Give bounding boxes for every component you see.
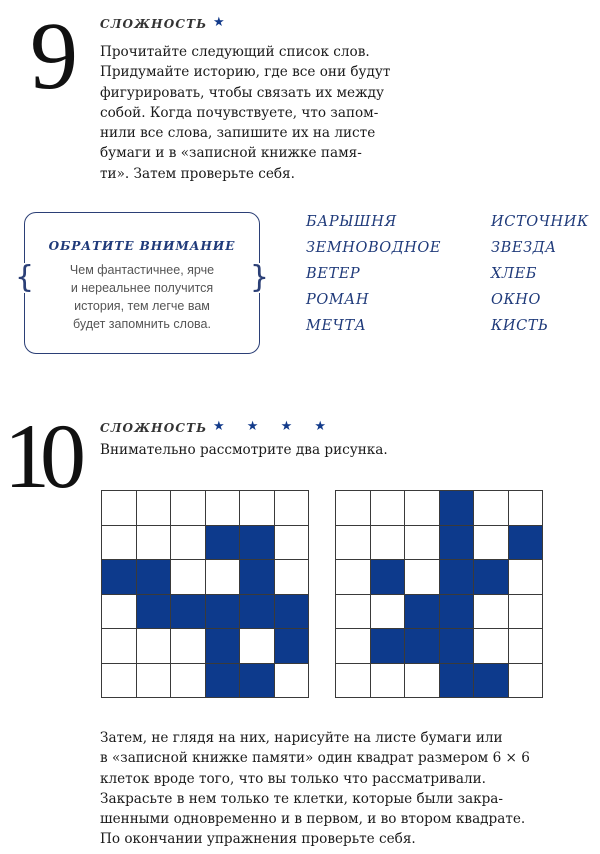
grid-left-cell-0-5 — [274, 490, 310, 526]
text-line: Прочитайте следующий список слов. — [100, 44, 370, 60]
text-line: Закрасьте в нем только те клетки, которые были закра- — [100, 790, 503, 807]
grid-left-cell-5-2 — [170, 663, 206, 699]
exercise-number-9: 9 — [30, 2, 72, 109]
grid-right-cell-1-4 — [473, 525, 509, 561]
grid-left-cell-4-0 — [101, 628, 137, 664]
text-line: По окончании упражнения проверьте себя. — [100, 831, 416, 848]
grid-right-cell-5-4-filled — [473, 663, 509, 699]
text-line: собой. Когда почувствуете, что запом- — [100, 104, 379, 121]
grid-right-cell-3-1 — [370, 594, 406, 630]
grid-right-cell-5-5 — [508, 663, 544, 699]
word-item: БАРЫШНЯ — [306, 214, 397, 230]
note-line: история, тем легче вам — [74, 299, 210, 313]
grid-right-cell-2-4-filled — [473, 559, 509, 595]
grid-left-cell-3-5-filled — [274, 594, 310, 630]
difficulty-label-9: СЛОЖНОСТЬ — [100, 17, 208, 31]
grid-right-cell-3-2-filled — [404, 594, 440, 630]
exercise10-outro — [100, 728, 530, 850]
grid-left-cell-5-1 — [136, 663, 172, 699]
grid-right-cell-2-0 — [335, 559, 371, 595]
text-line: Придумайте историю, где все они будут — [100, 64, 391, 81]
grid-left-cell-3-0 — [101, 594, 137, 630]
grid-right-cell-4-3-filled — [439, 628, 475, 664]
grid-right-cell-1-0 — [335, 525, 371, 561]
text-line: в «записной книжке памяти» один квадрат размером 6 × 6 — [100, 750, 530, 767]
grid-right-cell-0-3-filled — [439, 490, 475, 526]
grid-left-cell-0-3 — [205, 490, 241, 526]
grid-left-cell-4-4 — [239, 628, 275, 664]
grid-right-cell-5-0 — [335, 663, 371, 699]
grid-right-cell-2-2 — [404, 559, 440, 595]
grid-right-cell-4-2-filled — [404, 628, 440, 664]
grid-right-cell-0-4 — [473, 490, 509, 526]
grid-left-cell-4-2 — [170, 628, 206, 664]
word-item: ВЕТЕР — [306, 266, 361, 282]
grid-right-cell-5-2 — [404, 663, 440, 699]
grid-right-cell-2-1-filled — [370, 559, 406, 595]
grid-right-cell-3-4 — [473, 594, 509, 630]
word-item: ЗВЕЗДА — [491, 240, 557, 256]
grid-right-cell-0-0 — [335, 490, 371, 526]
grid-right-cell-4-0 — [335, 628, 371, 664]
grid-left-cell-3-1-filled — [136, 594, 172, 630]
grid-left-cell-0-4 — [239, 490, 275, 526]
grid-left-cell-3-2-filled — [170, 594, 206, 630]
note-line: будет запомнить слова. — [73, 317, 211, 331]
word-item: МЕЧТА — [306, 318, 367, 334]
left-brace-icon: { — [15, 260, 35, 295]
grid-left-cell-0-0 — [101, 490, 137, 526]
exercise-number-10: 10 — [4, 405, 76, 507]
grid-left-cell-1-1 — [136, 525, 172, 561]
difficulty-label-10: СЛОЖНОСТЬ — [100, 421, 208, 435]
grid-right-cell-3-3-filled — [439, 594, 475, 630]
grid-left-cell-0-2 — [170, 490, 206, 526]
grid-left-cell-1-3-filled — [205, 525, 241, 561]
grid-left-cell-5-5 — [274, 663, 310, 699]
grid-left-cell-2-5 — [274, 559, 310, 595]
note-title: ОБРАТИТЕ ВНИМАНИЕ — [48, 239, 236, 253]
text-line: бумаги и в «записной книжке памя- — [100, 145, 362, 162]
text-line: нили все слова, запишите их на листе — [100, 125, 376, 142]
grid-right-cell-0-2 — [404, 490, 440, 526]
grid-left-cell-5-4-filled — [239, 663, 275, 699]
text-line: ти». Затем проверьте себя. — [100, 165, 295, 182]
grid-left-cell-2-4-filled — [239, 559, 275, 595]
grid-left-cell-2-2 — [170, 559, 206, 595]
grid-left-cell-0-1 — [136, 490, 172, 526]
grid-left-cell-4-3-filled — [205, 628, 241, 664]
difficulty-stars-9: ★ — [213, 15, 234, 30]
word-item: КИСТЬ — [491, 318, 549, 334]
word-item: РОМАН — [306, 292, 370, 308]
word-item: ХЛЕБ — [491, 266, 538, 282]
grid-right-cell-4-4 — [473, 628, 509, 664]
text-line: шенными одновременно и в первом, и во втором квадрате. — [100, 811, 526, 828]
grid-right-cell-4-5 — [508, 628, 544, 664]
grid-right-cell-2-5 — [508, 559, 544, 595]
grid-left-cell-3-3-filled — [205, 594, 241, 630]
grid-right-cell-1-2 — [404, 525, 440, 561]
grid-right-cell-4-1-filled — [370, 628, 406, 664]
grid-left-cell-1-2 — [170, 525, 206, 561]
grid-right-cell-1-1 — [370, 525, 406, 561]
grid-left-cell-4-1 — [136, 628, 172, 664]
grid-right-cell-1-3-filled — [439, 525, 475, 561]
note-line: и нереальнее получится — [70, 281, 214, 295]
grid-right-cell-0-1 — [370, 490, 406, 526]
word-item: ОКНО — [491, 292, 542, 308]
grid-right-cell-3-0 — [335, 594, 371, 630]
grid-left-cell-5-3-filled — [205, 663, 241, 699]
grid-right-cell-3-5 — [508, 594, 544, 630]
difficulty-stars-10: ★ ★ ★ ★ — [213, 419, 336, 434]
grid-left-cell-1-4-filled — [239, 525, 275, 561]
exercise10-intro: Внимательно рассмотрите два рисунка. — [100, 442, 388, 458]
grid-left-cell-5-0 — [101, 663, 137, 699]
word-item: ЗЕМНОВОДНОЕ — [306, 240, 442, 256]
grid-left-cell-2-1-filled — [136, 559, 172, 595]
text-line: клеток вроде того, что вы только что рассматривали. — [100, 770, 486, 787]
grid-right-cell-5-3-filled — [439, 663, 475, 699]
grid-right-cell-2-3-filled — [439, 559, 475, 595]
grid-left-cell-2-0-filled — [101, 559, 137, 595]
grid-left-cell-1-5 — [274, 525, 310, 561]
grid-left-cell-4-5-filled — [274, 628, 310, 664]
note-box — [15, 212, 269, 354]
grid-right-cell-5-1 — [370, 663, 406, 699]
grid-left-cell-3-4-filled — [239, 594, 275, 630]
text-line: фигурировать, чтобы связать их между — [100, 84, 384, 101]
note-line: Чем фантастичнее, ярче — [69, 263, 215, 277]
grid-right-cell-0-5 — [508, 490, 544, 526]
grid-left-cell-2-3 — [205, 559, 241, 595]
text-line: Затем, не глядя на них, нарисуйте на листе бумаги или — [100, 730, 503, 746]
right-brace-icon: } — [249, 260, 269, 295]
grid-right-cell-1-5-filled — [508, 525, 544, 561]
word-item: ИСТОЧНИК — [491, 214, 589, 230]
exercise9-instructions — [100, 42, 390, 184]
grid-left-cell-1-0 — [101, 525, 137, 561]
